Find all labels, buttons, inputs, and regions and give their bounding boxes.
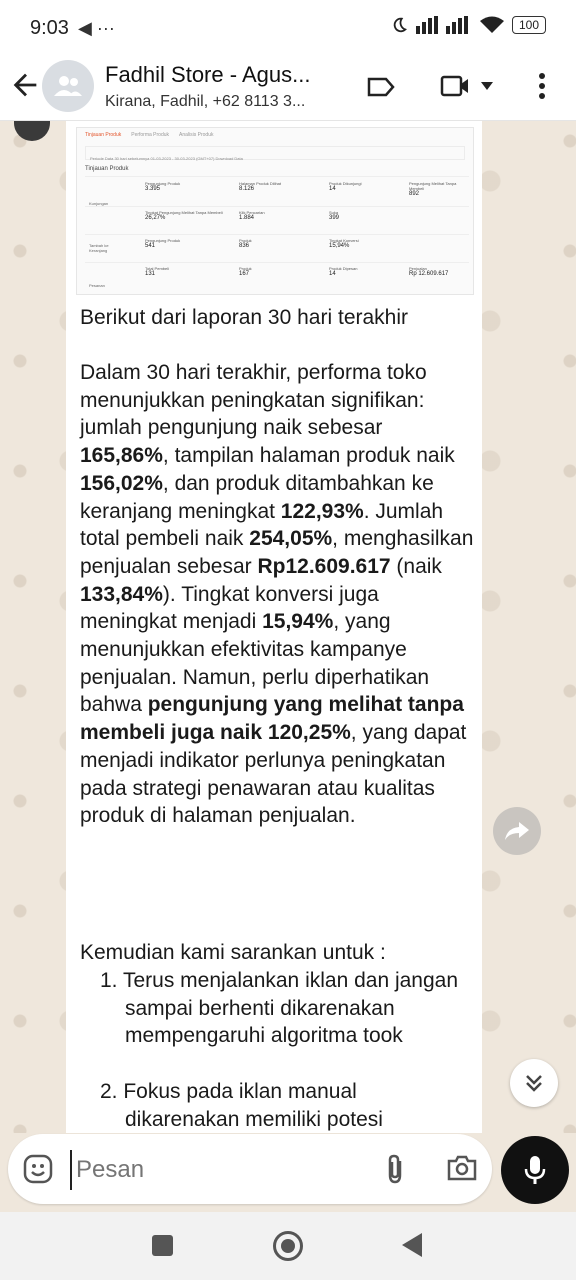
thumb-cell-name: Tingkat Pengunjung Melihat Tanpa Membeli [145,210,223,215]
message-text: , yang menunjukkan efektivitas kampanye penjualan. Namun, perlu diperhatikan bahwa [80,610,430,717]
buyers-growth: 254,05% [249,527,333,551]
group-avatar[interactable] [42,60,94,112]
contact-name[interactable]: Fadhil Store - Agus... [105,62,311,87]
message-input[interactable] [70,1150,378,1190]
thumb-cell-value: 8.126 [239,186,255,192]
thumb-cell [329,181,361,192]
thumb-cell-name: Produk [239,238,252,243]
more-options-icon[interactable] [538,72,546,100]
thumb-row-label: Pesanan [89,283,105,288]
thumb-cell-value: 14 [329,271,336,277]
status-icons [390,16,546,34]
thumb-tab: Performa Produk [131,132,170,138]
message-text: (naik [390,554,442,578]
thumb-cell-value: 3.395 [145,186,161,192]
back-icon[interactable] [402,1233,422,1257]
thumb-cell-value: 131 [145,271,156,277]
suggestion-intro: Kemudian kami sarankan untuk : [80,941,386,964]
thumb-cell-name: Total Pembeli [145,266,170,271]
status-bar [0,0,576,56]
thumb-cell [329,210,339,221]
message-text: , yang dapat menjadi indikator perlunya peningkatan pada strategi penawaran atau kualitas produk di halaman penjualan. [80,721,467,828]
thumb-filter [85,146,465,160]
cart-growth: 122,93% [280,499,364,523]
sticker-icon[interactable] [22,1153,54,1185]
thumb-cell [329,238,359,249]
video-call-icon[interactable] [440,74,470,98]
chevron-down-icon[interactable] [481,82,493,90]
message-text: , menghasilkan penjualan sebesar [80,527,474,578]
status-time: 9:03 [30,17,69,39]
thumb-row-label: Tambah ke Keranjang [89,243,109,253]
message-intro: Berikut dari laporan 30 hari terakhir [80,306,409,329]
thumb-cell [329,266,357,277]
thumb-filter-text: Periode Data 30 hari sebelumnya 01-03-2023 - 30-03-2023 (GMT+07) Download Data [90,156,243,161]
thumb-cell [145,238,180,249]
thumb-cell [145,181,180,192]
group-icon [53,74,83,98]
thumb-cell [145,266,169,277]
contact-subtitle[interactable]: Kirana, Fadhil, +62 8113 3... [105,93,306,110]
system-nav-bar [0,1212,576,1280]
battery-indicator: 100 [512,16,546,34]
home-icon[interactable] [273,1231,303,1261]
signal-icon [416,16,472,34]
chat-header [0,56,576,121]
thumb-cell [239,181,281,192]
attached-screenshot[interactable] [76,127,474,295]
label-icon[interactable] [366,76,396,98]
thumb-tab: Analisis Produk [179,132,214,138]
camera-icon[interactable] [446,1154,478,1182]
thumb-cell-value: 15,94% [329,243,350,249]
thumb-cell-value: 26,27% [145,215,166,221]
wifi-icon [480,16,504,34]
thumb-cell-name: Pengunjung Melihat Tanpa Membeli [409,181,457,191]
thumb-tabs [85,132,214,138]
pageviews-growth: 156,02% [80,471,163,495]
thumb-cell-name: Klik Pencarian [239,210,265,215]
thumb-cell [409,266,448,277]
message-text: ). Tingkat konversi juga meningkat menjadi [80,582,379,634]
list-item: 2. Fokus pada iklan manual dikarenakan memiliki potesi [100,1080,383,1131]
sales-total: Rp12.609.617 [257,554,391,578]
chat-area[interactable] [0,121,576,1133]
thumb-cell-name: Suka [329,210,339,215]
back-arrow-icon[interactable] [8,68,42,102]
thumb-cell-value: 836 [239,243,250,249]
forward-button[interactable] [493,807,541,855]
microphone-icon [524,1155,546,1185]
visitors-growth: 165,86% [80,444,163,468]
thumb-cell-value: Rp 12.609.617 [409,271,449,277]
sender-avatar [14,121,50,141]
warning-highlight: pengunjung yang melihat tanpa membeli juga naik 120,25% [80,693,464,745]
thumb-cell-name: Produk Dipesan [329,266,358,271]
thumb-cell [239,238,252,249]
list-item: 1. Terus menjalankan iklan dan jangan sampai berhenti dikarenakan mempengaruhi algoritma took [100,969,459,1048]
thumb-row [85,206,469,235]
thumb-row-label: Kunjungan [89,201,109,206]
thumb-title: Tinjauan Produk [85,166,129,172]
thumb-row [85,234,469,263]
recent-apps-icon[interactable] [152,1235,173,1256]
message-bubble[interactable] [66,121,482,1133]
thumb-cell-value: 892 [409,191,420,197]
telegram-icon: ◀ ··· [78,18,115,38]
thumb-cell [409,181,469,197]
thumb-cell-name: Tingkat Konversi [329,238,359,243]
thumb-cell-value: 399 [329,215,340,221]
scroll-down-button[interactable] [510,1059,558,1107]
conversion-rate: 15,94% [262,610,334,634]
attach-icon[interactable] [384,1153,406,1185]
thumb-cell-name: Produk [239,266,252,271]
moon-icon [390,16,408,34]
thumb-cell-value: 1.884 [239,215,255,221]
thumb-cell [239,266,252,277]
sales-growth: 133,84% [80,582,163,606]
thumb-row [85,262,469,295]
thumb-row [85,176,469,207]
voice-record-button[interactable] [501,1136,569,1204]
message-text: Dalam 30 hari terakhir, performa toko menunjukkan peningkatan signifikan: jumlah pengunjung naik sebesar [80,361,427,440]
message-text: , tampilan halaman produk naik [162,444,455,468]
thumb-cell [239,210,265,221]
message-paragraph [80,359,476,830]
thumb-cell-value: 167 [239,271,250,277]
forward-icon [503,820,531,842]
thumb-cell-name: Produk Dikunjungi [329,181,362,186]
thumb-cell-value: 541 [145,243,156,249]
message-text: , dan produk ditambahkan ke keranjang meningkat [80,471,434,523]
message-composer [8,1134,492,1204]
thumb-cell-name: Penjualan [409,266,427,271]
double-chevron-down-icon [524,1073,544,1093]
message-text: . Jumlah total pembeli naik [80,499,444,551]
thumb-cell-name: Pengunjung Produk [145,238,181,243]
thumb-cell-name: Pengunjung Produk [145,181,181,186]
thumb-cell-value: 14 [329,186,336,192]
thumb-cell [145,210,223,221]
thumb-cell-name: Halaman Produk Dilihat [239,181,282,186]
thumb-tab: Tinjauan Produk [85,132,122,138]
